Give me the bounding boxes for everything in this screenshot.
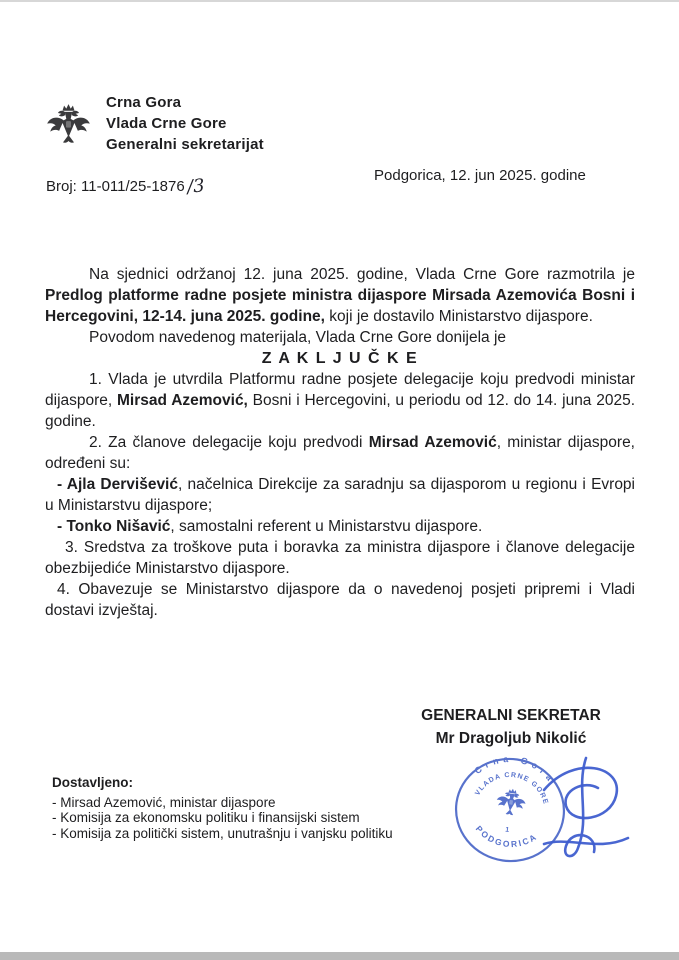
distribution-item: - Mirsad Azemović, ministar dijaspore bbox=[52, 794, 276, 810]
conclusion-item-3: 3. Sredstva za troškove puta i boravka za ministra dijaspore i članove delegacije obezbijediće Ministarstvo dijaspore. bbox=[45, 539, 635, 577]
member2-name: - Tonko Nišavić bbox=[57, 518, 171, 535]
delegation-member-1 bbox=[45, 474, 635, 516]
item2-text-start: 2. Za članove delegacije koju predvodi bbox=[89, 434, 369, 451]
paragraph-intro bbox=[45, 264, 635, 327]
stamp-ring-top-text: Crna Gora bbox=[472, 753, 558, 787]
paragraph-lead-in: Povodom navedenog materijala, Vlada Crne Gore donijela je bbox=[89, 329, 507, 346]
distribution-item: - Komisija za politički sistem, unutrašnju i vanjsku politiku bbox=[52, 825, 393, 841]
letterhead bbox=[45, 92, 264, 155]
intro-text-end: koji je dostavilo Ministarstvo dijaspore. bbox=[324, 308, 593, 325]
member1-name: - Ajla Dervišević bbox=[57, 476, 178, 493]
item1-text-start: 1. Vlada je utvrdila Platformu radne posjete delegacije koju predvodi ministar dijaspore, bbox=[45, 371, 635, 409]
letterhead-department: Generalni sekretarijat bbox=[106, 136, 264, 153]
item1-text-end: Bosni i Hercegovini, u periodu od 12. do 14. juna 2025. godine. bbox=[45, 392, 636, 430]
handwritten-signature bbox=[544, 758, 628, 856]
conclusions-heading: Z A K L J U Č K E bbox=[261, 350, 419, 367]
scan-edge-bottom bbox=[0, 952, 679, 960]
distribution-item: - Komisija za ekonomsku politiku i finansijski sistem bbox=[52, 810, 360, 825]
conclusion-item-1 bbox=[45, 369, 635, 432]
member1-role: , načelnica Direkcije za saradnju sa dijasporom u regionu i Evropi u Ministarstvu dijaspore; bbox=[45, 476, 635, 514]
letterhead-government: Vlada Crne Gore bbox=[106, 115, 227, 132]
scan-edge-top bbox=[0, 0, 679, 2]
official-stamp bbox=[448, 746, 663, 881]
distribution-heading: Dostavljeno: bbox=[52, 775, 134, 790]
document-number-text: Broj: 11-011/25-1876 bbox=[46, 178, 185, 195]
handwritten-number-suffix: /3 bbox=[185, 175, 206, 198]
stamp-ring-middle-text: VLADA CRNE GORE bbox=[474, 771, 549, 806]
conclusion-item-4: 4. Obavezuje se Ministarstvo dijaspore da o navedenoj posjeti pripremi i Vladi dostavi izvještaj. bbox=[45, 581, 635, 619]
place-and-date: Podgorica, 12. jun 2025. godine bbox=[374, 167, 586, 184]
distribution-list bbox=[52, 775, 393, 841]
signatory-name: Mr Dragoljub Nikolić bbox=[435, 730, 587, 747]
delegation-member-2 bbox=[45, 516, 635, 537]
conclusion-item-2 bbox=[45, 432, 635, 474]
document-number bbox=[46, 175, 204, 196]
signatory-title: GENERALNI SEKRETAR bbox=[421, 707, 601, 724]
intro-text-start: Na sjednici održanoj 12. juna 2025. godine, Vlada Crne Gore razmotrila je bbox=[89, 266, 635, 283]
coat-of-arms-double-headed-eagle-icon bbox=[45, 94, 92, 154]
signatory-block bbox=[388, 704, 634, 750]
letterhead-text bbox=[106, 92, 264, 155]
document-body bbox=[45, 264, 635, 621]
item2-minister-name: Mirsad Azemović bbox=[368, 434, 497, 451]
letterhead-country: Crna Gora bbox=[106, 94, 182, 111]
stamp-number: 1 bbox=[504, 826, 510, 835]
stamp-ring-bottom-text: PODGORICA bbox=[473, 823, 540, 850]
stamp-ring-group bbox=[449, 747, 571, 868]
member2-role: , samostalni referent u Ministarstvu dijaspore. bbox=[170, 518, 483, 535]
intro-subject-bold: Predlog platforme radne posjete ministra dijaspore Mirsada Azemovića Bosni i Hercegovini, 12-14. juna 2025. godine, bbox=[45, 287, 635, 325]
item2-text-end: , ministar dijaspore, određeni su: bbox=[45, 434, 635, 472]
item1-minister-name: Mirsad Azemović, bbox=[117, 392, 248, 409]
stamp-crest-icon bbox=[495, 787, 527, 817]
